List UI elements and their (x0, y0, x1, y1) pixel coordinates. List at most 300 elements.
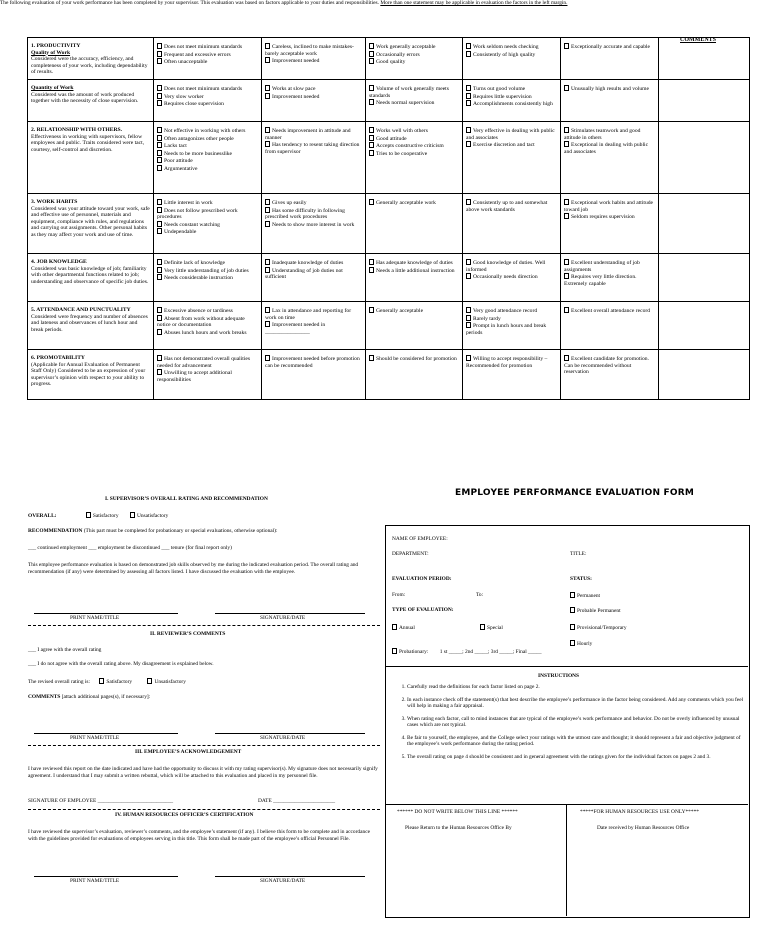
rating-checkbox[interactable] (369, 259, 374, 265)
revised-unsatisfactory-checkbox[interactable] (147, 678, 152, 684)
rating-checkbox[interactable] (564, 127, 569, 133)
rating-cell (561, 350, 659, 400)
rating-option[interactable] (265, 57, 362, 65)
rating-option[interactable] (564, 213, 655, 221)
print-name-label-2: PRINT NAME/TITLE (70, 735, 120, 741)
rating-checkbox[interactable] (564, 355, 569, 361)
rating-checkbox[interactable] (265, 57, 270, 63)
rating-checkbox[interactable] (157, 259, 162, 265)
intro-text: The following evaluation of your work performance has been completed by your supervisor. This evaluation was based on factors applicable to your duties and responsibilities. More than one statement may be applicable in evaluation the factors in the left margin. (0, 0, 568, 6)
rating-checkbox[interactable] (157, 142, 162, 148)
rating-option[interactable] (265, 221, 362, 229)
rating-option[interactable] (265, 355, 362, 369)
comments-cell[interactable] (659, 38, 750, 80)
rating-option[interactable] (564, 127, 655, 141)
rating-option[interactable] (157, 315, 258, 329)
rating-checkbox[interactable] (564, 85, 569, 91)
signature-line-1[interactable] (215, 613, 365, 614)
rating-cell (262, 80, 366, 122)
sec3-body: I have reviewed this report on the date indicated and have had the opportunity to discuss it with my rating supervisor(s). My signature does not necessarily signify agreement. I understand that I may submit a written rebuttal, which will be attached to this evaluation and placed in my personnel file. (28, 766, 378, 779)
rating-checkbox[interactable] (265, 267, 270, 273)
rating-option[interactable] (564, 259, 655, 273)
rating-option[interactable] (369, 199, 459, 207)
sec2-title: II. REVIEWER’S COMMENTS (150, 631, 226, 637)
rating-option[interactable] (466, 273, 557, 281)
rating-checkbox[interactable] (265, 321, 270, 327)
rating-option-label: Inadequate knowledge of duties (272, 260, 344, 266)
rating-checkbox[interactable] (369, 142, 374, 148)
rating-option[interactable] (157, 221, 258, 229)
rating-cell (262, 254, 366, 302)
hr-use-label: *****FOR HUMAN RESOURCES USE ONLY***** (580, 809, 699, 815)
rating-cell (154, 302, 262, 350)
rating-option[interactable] (466, 259, 557, 273)
rating-option-label: Gives up easily (272, 200, 307, 206)
agree-option[interactable]: ___ I agree with the overall rating (28, 647, 102, 653)
sec1-body: This employee performance evaluation is based on demonstrated job skills observed by me during the indicated evaluation period. The overall rating and recommendation (if any) were determined by assessing all factors listed. I have discussed the evaluation with the employee. (28, 562, 359, 575)
rating-option[interactable] (157, 329, 258, 337)
rating-checkbox[interactable] (369, 85, 374, 91)
rating-option[interactable] (369, 58, 459, 66)
rating-checkbox[interactable] (157, 274, 162, 280)
rating-option[interactable] (157, 199, 258, 207)
rating-checkbox[interactable] (466, 43, 471, 49)
rating-checkbox[interactable] (157, 43, 162, 49)
rating-cell (366, 350, 463, 400)
rating-option-label: Frequent and excessive errors (164, 51, 231, 58)
rating-option[interactable] (157, 85, 258, 93)
rating-checkbox[interactable] (157, 100, 162, 106)
rating-checkbox[interactable] (157, 221, 162, 227)
evaluation-period-label: EVALUATION PERIOD: (392, 576, 452, 582)
rating-option[interactable] (265, 259, 362, 267)
rating-checkbox[interactable] (265, 85, 270, 91)
rating-option-label: Exceptional work habits and attitude toward job (564, 200, 654, 213)
rating-option[interactable] (157, 157, 258, 165)
rating-checkbox[interactable] (564, 141, 569, 147)
disagree-option[interactable]: ___ I do not agree with the overall rating above. My disagreement is explained below. (28, 661, 214, 667)
comments-cell[interactable] (659, 254, 750, 302)
rating-checkbox[interactable] (466, 141, 471, 147)
rating-option[interactable] (369, 85, 459, 99)
rating-option[interactable] (466, 322, 557, 336)
instruction-item: 4. Be fair to yourself, the employee, and the College select your ratings with the utmost care and thought; it should represent a fair and objective judgment of the employee’s work performance during the rating period. (407, 735, 747, 748)
do-not-write-label: ****** DO NOT WRITE BELOW THIS LINE ****** (397, 809, 518, 815)
rating-cell (154, 122, 262, 194)
rating-option[interactable] (265, 267, 362, 281)
rating-checkbox[interactable] (265, 355, 270, 361)
rating-checkbox[interactable] (157, 58, 162, 64)
satisfactory-label: Satisfactory (92, 513, 119, 519)
department-label: DEPARTMENT: (392, 551, 429, 557)
rating-option-label: Often antagonizes other people (164, 135, 234, 142)
rating-checkbox[interactable] (157, 307, 162, 313)
return-by-label: Please Return to the Human Resources Office By (405, 825, 512, 831)
rating-option[interactable] (369, 142, 459, 150)
rating-option-label: Very effective in dealing with public and associates (466, 128, 555, 141)
rating-option[interactable] (265, 321, 362, 335)
rating-checkbox[interactable] (157, 267, 162, 273)
rating-checkbox[interactable] (369, 135, 374, 141)
rating-checkbox[interactable] (157, 127, 162, 133)
rating-checkbox[interactable] (369, 127, 374, 133)
rating-option[interactable] (265, 93, 362, 101)
rating-checkbox[interactable] (369, 267, 374, 273)
rating-cell (262, 38, 366, 80)
rating-checkbox[interactable] (564, 273, 569, 279)
rating-option[interactable] (564, 199, 655, 213)
rating-option-label: Tries to be cooperative (376, 150, 428, 157)
rating-option[interactable] (157, 150, 258, 158)
probationary-option[interactable]: Probationary: 1 st _____; 2nd _____; 3rd _____; Final _____ (392, 648, 542, 656)
rating-option[interactable] (564, 307, 655, 315)
rating-option[interactable] (157, 228, 258, 236)
rating-option-label: Excellent overall attendance record (571, 308, 651, 314)
factor-desc: Considered was the amount of work produced together with the necessity of close supervision. (31, 91, 139, 105)
rating-option[interactable] (157, 355, 258, 369)
factor-title: 4. JOB KNOWLEDGE (31, 259, 87, 265)
rating-checkbox[interactable] (466, 355, 471, 361)
rating-checkbox[interactable] (466, 322, 471, 328)
factor-desc: Considered were the accuracy, efficiency, and completeness of your work, including dependability of results. (31, 56, 148, 76)
rating-option-label: Improvement needed before promotion can be recommended (265, 356, 360, 369)
rating-option[interactable] (157, 51, 258, 59)
rating-checkbox[interactable] (369, 43, 374, 49)
rating-option-label: Needs to show more interest in work (272, 221, 355, 228)
rating-checkbox[interactable] (157, 51, 162, 57)
rating-cell (463, 122, 561, 194)
rating-checkbox[interactable] (265, 207, 270, 213)
rating-option[interactable] (466, 127, 557, 141)
factor-description (28, 80, 154, 122)
comments-cell[interactable] (659, 80, 750, 122)
factor-description (28, 194, 154, 254)
rating-checkbox[interactable] (564, 307, 569, 313)
rating-option[interactable] (157, 135, 258, 143)
provisional-option[interactable]: Provisional/Temporary (570, 624, 627, 632)
rating-option[interactable] (265, 43, 362, 57)
rating-option[interactable] (369, 150, 459, 158)
rating-checkbox[interactable] (466, 93, 471, 99)
rating-option[interactable] (466, 355, 557, 369)
rating-option-label: Work seldom needs checking (473, 44, 539, 50)
factor-description (28, 350, 154, 400)
comments-cell[interactable] (659, 122, 750, 194)
rating-checkbox[interactable] (466, 259, 471, 265)
rating-cell (561, 38, 659, 80)
rating-checkbox[interactable] (265, 259, 270, 265)
rating-option-label: Careless, inclined to make mistakes-barely acceptable work (265, 44, 354, 57)
rating-option-label: Occasionally errors (376, 51, 420, 58)
special-checkbox[interactable] (480, 624, 485, 630)
rating-cell (366, 80, 463, 122)
rating-option-label: Good knowledge of duties. Well informed (466, 260, 546, 273)
rating-option-label: Excellent understanding of job assignments (564, 260, 640, 273)
rating-option[interactable] (466, 93, 557, 101)
rating-checkbox[interactable] (265, 43, 270, 49)
revised-label: The revised overall rating is: (28, 679, 90, 685)
factor-subtitle: Quantity of Work (31, 85, 74, 91)
rating-option[interactable] (157, 43, 258, 51)
rating-option-label: Stimulates teamwork and good attitude in others (564, 128, 641, 141)
permanent-option[interactable]: Permanent (570, 592, 600, 600)
rating-option[interactable] (466, 141, 557, 149)
sec4-body: I have reviewed the supervisor’s evaluation, reviewer’s comments, and the employee’s statement (if any). I believe this form to be complete and in accordance with the guidelines provided for evaluations of employees serving in this title. This form shall be made part of the employee’s official Personnel File. (28, 829, 370, 842)
sec3-title: III. EMPLOYEE’S ACKNOWLEDGEMENT (135, 749, 242, 755)
rating-option[interactable] (157, 307, 258, 315)
rating-checkbox[interactable] (157, 157, 162, 163)
recommendation-row (28, 528, 378, 535)
factor-row (28, 194, 750, 254)
rating-option[interactable] (157, 142, 258, 150)
rating-option[interactable] (265, 307, 362, 321)
rating-checkbox[interactable] (466, 315, 471, 321)
comments-row (28, 694, 150, 701)
rating-option[interactable] (265, 85, 362, 93)
divider-3 (28, 809, 380, 810)
rating-checkbox[interactable] (564, 43, 569, 49)
signature-label-1: SIGNATURE/DATE (260, 615, 306, 621)
rating-checkbox[interactable] (564, 199, 569, 205)
rating-option-label: Needs constant watching (164, 221, 220, 228)
rating-cell (262, 122, 366, 194)
rating-checkbox[interactable] (157, 329, 162, 335)
rating-checkbox[interactable] (157, 207, 162, 213)
probable-permanent-checkbox[interactable] (570, 607, 575, 613)
rating-option-label: Willing to accept responsibility – Recommended for promotion (466, 356, 548, 369)
rating-option-label: Needs to be more businesslike (164, 150, 233, 157)
rating-option[interactable] (564, 273, 655, 287)
signature-line-2[interactable] (215, 733, 365, 734)
recommendation-options[interactable]: ___ continued employment ___ employment be discontinued ___ tenure (for final report only) (28, 545, 232, 551)
rating-checkbox[interactable] (466, 85, 471, 91)
rating-cell (561, 194, 659, 254)
title-label: TITLE: (570, 551, 587, 557)
rating-checkbox[interactable] (466, 127, 471, 133)
rating-option[interactable] (157, 369, 258, 383)
rating-option-label: Does not meet minimum standards (164, 44, 242, 50)
rating-option-label: Improvement needed (272, 93, 320, 100)
signature-line-3[interactable] (215, 876, 365, 877)
factor-desc: Effectiveness in working with supervisors, fellow employees and public. Traits considered were tact, courtesy, self-control and discretion. (31, 133, 145, 153)
rating-option[interactable] (157, 93, 258, 101)
rating-option[interactable] (564, 85, 655, 93)
rating-cell (366, 302, 463, 350)
rating-option-label: Unusually high results and volume (571, 86, 649, 92)
rating-checkbox[interactable] (369, 307, 374, 313)
rating-option[interactable] (157, 100, 258, 108)
rating-checkbox[interactable] (265, 307, 270, 313)
print-name-label-1: PRINT NAME/TITLE (70, 615, 120, 621)
factor-title: 6. PROMOTABILITY (31, 355, 85, 361)
rating-checkbox[interactable] (369, 355, 374, 361)
rating-option-label: Absent from work without adequate notice or documentation (157, 315, 245, 329)
rating-option-label: Lacks tact (164, 143, 187, 150)
permanent-checkbox[interactable] (570, 592, 575, 598)
comments-cell[interactable] (659, 302, 750, 350)
hourly-option[interactable]: Hourly (570, 640, 592, 648)
rating-checkbox[interactable] (564, 259, 569, 265)
rating-checkbox[interactable] (369, 99, 374, 105)
from-label: From: (392, 592, 406, 598)
rating-option[interactable] (466, 43, 557, 51)
rating-option[interactable] (157, 267, 258, 275)
satisfactory-checkbox[interactable] (86, 512, 91, 518)
rating-checkbox[interactable] (369, 199, 374, 205)
hr-column-divider (566, 804, 567, 916)
rating-option[interactable] (157, 165, 258, 173)
unsatisfactory-checkbox[interactable] (130, 512, 135, 518)
rating-checkbox[interactable] (157, 228, 162, 234)
rating-option[interactable] (564, 355, 655, 376)
rating-option[interactable] (369, 355, 459, 363)
to-label: To: (476, 592, 484, 598)
rating-cell (561, 302, 659, 350)
rating-checkbox[interactable] (369, 51, 374, 57)
rating-checkbox[interactable] (466, 273, 471, 279)
rating-option-label: Very little understanding of job duties (164, 267, 249, 274)
rating-option[interactable] (369, 43, 459, 51)
overall-row (28, 512, 168, 520)
rating-option-label: Little interest in work (164, 200, 213, 206)
rating-option[interactable] (466, 85, 557, 93)
rating-checkbox[interactable] (466, 100, 471, 106)
rating-option[interactable] (265, 141, 362, 155)
rating-option-label: Turns out good volume (473, 86, 526, 92)
rating-checkbox[interactable] (265, 221, 270, 227)
rating-cell (463, 194, 561, 254)
rating-option[interactable] (369, 99, 459, 107)
rating-option-label: Accomplishments consistently high (473, 101, 553, 108)
date-received-label: Date received by Human Resources Office (597, 825, 690, 831)
rating-option[interactable] (157, 58, 258, 66)
rating-option[interactable] (369, 259, 459, 267)
rating-option[interactable] (369, 307, 459, 315)
rating-option[interactable] (157, 127, 258, 135)
factor-row (28, 38, 750, 80)
factor-row (28, 350, 750, 400)
rating-option[interactable] (369, 51, 459, 59)
rating-option-label: Accepts constructive criticism (376, 143, 444, 150)
provisional-checkbox[interactable] (570, 624, 575, 630)
rating-checkbox[interactable] (564, 213, 569, 219)
rating-checkbox[interactable] (466, 307, 471, 313)
rating-checkbox[interactable] (157, 150, 162, 156)
rating-option-label: Rarely tardy (473, 315, 501, 322)
rating-checkbox[interactable] (265, 93, 270, 99)
rating-option-label: Exceptional in dealing with public and associates (564, 142, 649, 155)
rating-checkbox[interactable] (369, 58, 374, 64)
rating-cell (463, 350, 561, 400)
rating-cell (463, 38, 561, 80)
rating-option[interactable] (466, 315, 557, 323)
rating-option[interactable] (157, 259, 258, 267)
rating-option-label: Good quality (376, 59, 406, 66)
rating-cell (366, 122, 463, 194)
rating-option-label: Argumentative (164, 165, 198, 172)
rating-option[interactable] (564, 141, 655, 155)
rating-checkbox[interactable] (157, 165, 162, 171)
rating-option[interactable] (265, 199, 362, 207)
rating-option[interactable] (369, 127, 459, 135)
rating-checkbox[interactable] (157, 369, 162, 375)
rating-cell (561, 80, 659, 122)
probationary-periods[interactable]: 1 st _____; 2nd _____; 3rd _____; Final _____ (439, 649, 542, 655)
factor-desc: Considered was your attitude toward your work, safe and effective use of personnel, materials and equipment, compliance with rules, and regulations and carrying out assignments. Other personal habits as they may affect your work and use of time. (31, 205, 150, 238)
hourly-checkbox[interactable] (570, 640, 575, 646)
print-name-line-3[interactable] (34, 876, 178, 877)
rating-option-label: Often unacceptable (164, 59, 208, 66)
rating-cell (154, 80, 262, 122)
rating-checkbox[interactable] (369, 150, 374, 156)
rating-checkbox[interactable] (157, 315, 162, 321)
type-of-evaluation-label: TYPE OF EVALUATION: (392, 607, 454, 613)
rating-option-label: Requires little supervision (473, 93, 532, 100)
rating-checkbox[interactable] (157, 85, 162, 91)
rating-option[interactable] (369, 135, 459, 143)
rating-option-label: Needs a little additional instruction (376, 267, 455, 274)
rating-checkbox[interactable] (157, 135, 162, 141)
rating-checkbox[interactable] (157, 355, 162, 361)
comments-cell[interactable] (659, 350, 750, 400)
rating-checkbox[interactable] (265, 199, 270, 205)
rating-option[interactable] (157, 207, 258, 221)
rating-checkbox[interactable] (466, 199, 471, 205)
evaluation-grid (27, 37, 750, 400)
rating-option-label: Consistently of high quality (473, 51, 536, 58)
probationary-checkbox[interactable] (392, 648, 397, 654)
signature-label-2: SIGNATURE/DATE (260, 735, 306, 741)
probable-permanent-option[interactable]: Probable Permanent (570, 607, 621, 615)
rating-option[interactable] (265, 207, 362, 221)
factor-row (28, 254, 750, 302)
rating-option[interactable] (564, 43, 655, 51)
rating-checkbox[interactable] (265, 141, 270, 147)
rating-option[interactable] (466, 51, 557, 59)
rating-checkbox[interactable] (157, 93, 162, 99)
status-label: STATUS: (570, 576, 592, 582)
print-name-line-2[interactable] (34, 733, 178, 734)
comments-cell[interactable] (659, 194, 750, 254)
rating-option[interactable] (466, 307, 557, 315)
employee-signature[interactable]: SIGNATURE OF EMPLOYEE ____________________________ (28, 798, 174, 804)
rating-option[interactable] (265, 127, 362, 141)
rating-checkbox[interactable] (466, 51, 471, 57)
rating-option[interactable] (466, 100, 557, 108)
rating-cell (561, 254, 659, 302)
factor-row (28, 302, 750, 350)
instructions-divider (385, 666, 748, 667)
print-name-line-1[interactable] (34, 613, 178, 614)
rating-checkbox[interactable] (265, 127, 270, 133)
rating-option[interactable] (466, 199, 557, 213)
employee-date[interactable]: DATE _______________________ (258, 798, 336, 804)
rating-checkbox[interactable] (157, 199, 162, 205)
rating-option[interactable] (369, 267, 459, 275)
revised-satisfactory-checkbox[interactable] (99, 678, 104, 684)
factor-desc: Considered were frequency and number of absences and lateness and observances of lunch hour and break periods. (31, 313, 148, 333)
annual-option[interactable]: Annual (392, 624, 415, 632)
annual-checkbox[interactable] (392, 624, 397, 630)
special-option[interactable]: Special (480, 624, 503, 632)
factor-description (28, 38, 154, 80)
recommendation-label: RECOMMENDATION (28, 528, 83, 534)
rating-cell (463, 254, 561, 302)
rating-option-label: Seldom requires supervision (571, 214, 635, 221)
rating-option-label: Good attitude (376, 135, 407, 142)
rating-option-label: Exceptionally accurate and capable (571, 44, 651, 50)
rating-option[interactable] (157, 274, 258, 282)
